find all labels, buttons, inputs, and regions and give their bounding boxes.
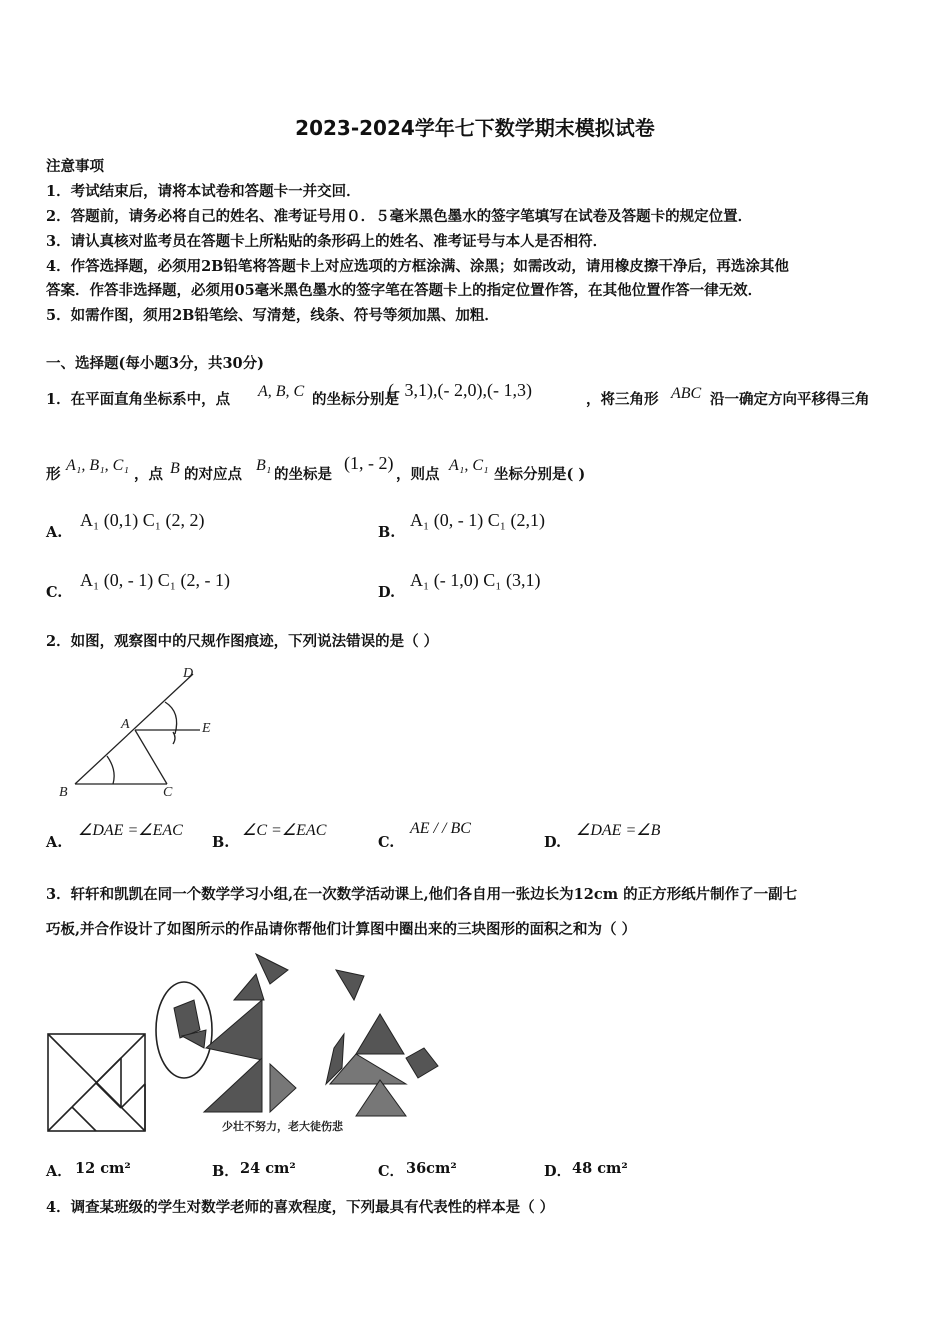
q1-math: A₁, B₁, C₁ bbox=[66, 457, 129, 474]
q1-text: ，点 bbox=[134, 466, 163, 483]
q1-option-a-text: A₁ (0,1) C₁ (2, 2) bbox=[80, 510, 205, 530]
tangram-figure-1 bbox=[174, 954, 296, 1112]
q2-option-d-text: ∠DAE =∠B bbox=[576, 822, 661, 839]
question-4-text: 4．调查某班级的学生对数学老师的喜欢程度，下列最具有代表性的样本是（ ） bbox=[46, 1199, 555, 1216]
arc-small bbox=[173, 732, 175, 744]
notice-item-3: 3．请认真核对监考员在答题卡上所粘贴的条形码上的姓名、准考证号与本人是否相符． bbox=[46, 233, 608, 250]
notice-item-4: 4．作答选择题，必须用2B铅笔将答题卡上对应选项的方框涂满、涂黑；如需改动，请用橡皮擦干净后，再选涂其他 bbox=[46, 258, 789, 275]
q1-option-b-text: A₁ (0, - 1) C₁ (2,1) bbox=[410, 510, 546, 530]
q1-option-c-label: C. bbox=[46, 584, 63, 601]
question-2-text: 2．如图，观察图中的尺规作图痕迹，下列说法错误的是（ ） bbox=[46, 633, 439, 650]
q2-option-b-label: B. bbox=[212, 834, 230, 851]
piece-body-upper bbox=[206, 1000, 262, 1060]
piece-head bbox=[256, 954, 288, 984]
label-b: B bbox=[59, 785, 68, 800]
q1-math: A₁, C₁ bbox=[449, 457, 489, 474]
arc-at-b bbox=[107, 756, 114, 784]
label-c: C bbox=[163, 785, 173, 800]
piece-leg bbox=[270, 1064, 296, 1112]
page-title: 2023-2024学年七下数学期末模拟试卷 bbox=[295, 116, 655, 140]
q3-option-a-label: A． bbox=[46, 1163, 72, 1180]
q1-option-a-label: A. bbox=[46, 524, 63, 541]
q1-text: 形 bbox=[46, 466, 61, 483]
notice-item-5: 5．如需作图，须用2B铅笔绘、写清楚，线条、符号等须加黑、加粗． bbox=[46, 307, 499, 324]
q2-option-a-text: ∠DAE =∠EAC bbox=[78, 822, 183, 839]
q1-math: A, B, C bbox=[258, 383, 305, 400]
q3-option-c-label: C． bbox=[378, 1163, 405, 1180]
q3-option-d-label: D． bbox=[544, 1163, 572, 1180]
q1-option-b-label: B. bbox=[378, 524, 396, 541]
q1-text: ，将三角形 bbox=[586, 391, 659, 408]
arc-at-a bbox=[165, 702, 177, 734]
line-bd bbox=[75, 674, 193, 784]
label-a: A bbox=[121, 717, 130, 732]
tangram-figure-2 bbox=[326, 970, 438, 1116]
piece-base-2 bbox=[356, 1080, 406, 1116]
q3-tangram-figure bbox=[44, 948, 454, 1138]
piece-head-2 bbox=[336, 970, 364, 1000]
notice-item-2: 2．答题前，请务必将自己的姓名、准考证号用０．５毫米黑色墨水的签字笔填写在试卷及答题卡的规定位置． bbox=[46, 208, 753, 225]
line-ac bbox=[135, 730, 167, 784]
section-heading: 一、选择题(每小题3分，共30分) bbox=[46, 355, 264, 372]
q1-math: B₁ bbox=[256, 457, 272, 474]
q1-text: ，则点 bbox=[396, 466, 440, 483]
q1-text: 沿一确定方向平移得三角 bbox=[710, 391, 870, 408]
tangram-caption: 少壮不努力，老大徒伤悲 bbox=[222, 1120, 343, 1133]
q3-option-b-text: 24 cm² bbox=[240, 1160, 296, 1177]
notice-item-1: 1．考试结束后，请将本试卷和答题卡一并交回． bbox=[46, 183, 361, 200]
q1-option-c-text: A₁ (0, - 1) C₁ (2, - 1) bbox=[80, 570, 231, 590]
q3-option-a-text: 12 cm² bbox=[75, 1160, 131, 1177]
q2-option-d-label: D. bbox=[544, 834, 562, 851]
notice-heading: 注意事项 bbox=[46, 158, 104, 175]
question-3-line-2: 巧板,并合作设计了如图所示的作品请你帮他们计算图中圈出来的三块图形的面积之和为（ ） bbox=[46, 921, 637, 938]
q2-option-c-text: AE / / BC bbox=[410, 820, 471, 837]
notice-item-4-cont: 答案．作答非选择题，必须用05毫米黑色墨水的签字笔在答题卡上的指定位置作答，在其他位置作答一律无效． bbox=[46, 282, 763, 299]
tangram-square bbox=[48, 1034, 145, 1131]
piece-square-2 bbox=[406, 1048, 438, 1078]
q2-option-b-text: ∠C =∠EAC bbox=[242, 822, 327, 839]
piece-neck bbox=[234, 974, 264, 1000]
q2-option-c-label: C. bbox=[378, 834, 395, 851]
question-3-line-1: 3．轩轩和凯凯在同一个数学学习小组,在一次数学活动课上,他们各自用一张边长为12cm 的正方形纸片制作了一副七 bbox=[46, 886, 798, 903]
q1-option-d-label: D. bbox=[378, 584, 396, 601]
q1-option-d-text: A₁ (- 1,0) C₁ (3,1) bbox=[410, 570, 541, 590]
q1-text: 坐标分别是( ) bbox=[494, 466, 586, 483]
q1-text: 的坐标是 bbox=[274, 466, 332, 483]
q1-text: 的对应点 bbox=[184, 466, 242, 483]
q1-coordinates: (- 3,1),(- 2,0),(- 1,3) bbox=[388, 380, 532, 400]
question-1-line-2 bbox=[46, 455, 906, 485]
q1-coordinates: (1, - 2) bbox=[344, 453, 394, 473]
piece-body-2 bbox=[356, 1014, 404, 1054]
label-e: E bbox=[202, 721, 211, 736]
q2-option-a-label: A. bbox=[46, 834, 63, 851]
q1-math: ABC bbox=[671, 385, 702, 402]
q3-option-c-text: 36cm² bbox=[406, 1160, 457, 1177]
q1-math: B bbox=[170, 460, 180, 477]
q1-text: 1．在平面直角坐标系中，点 bbox=[46, 391, 231, 408]
q1-text: 的坐标分别是 bbox=[312, 391, 399, 408]
question-1-line-1 bbox=[46, 380, 906, 410]
q3-option-d-text: 48 cm² bbox=[572, 1160, 628, 1177]
q3-option-b-label: B． bbox=[212, 1163, 239, 1180]
piece-body-lower bbox=[204, 1058, 262, 1112]
q2-construction-figure bbox=[55, 660, 225, 805]
label-d: D bbox=[183, 666, 194, 681]
